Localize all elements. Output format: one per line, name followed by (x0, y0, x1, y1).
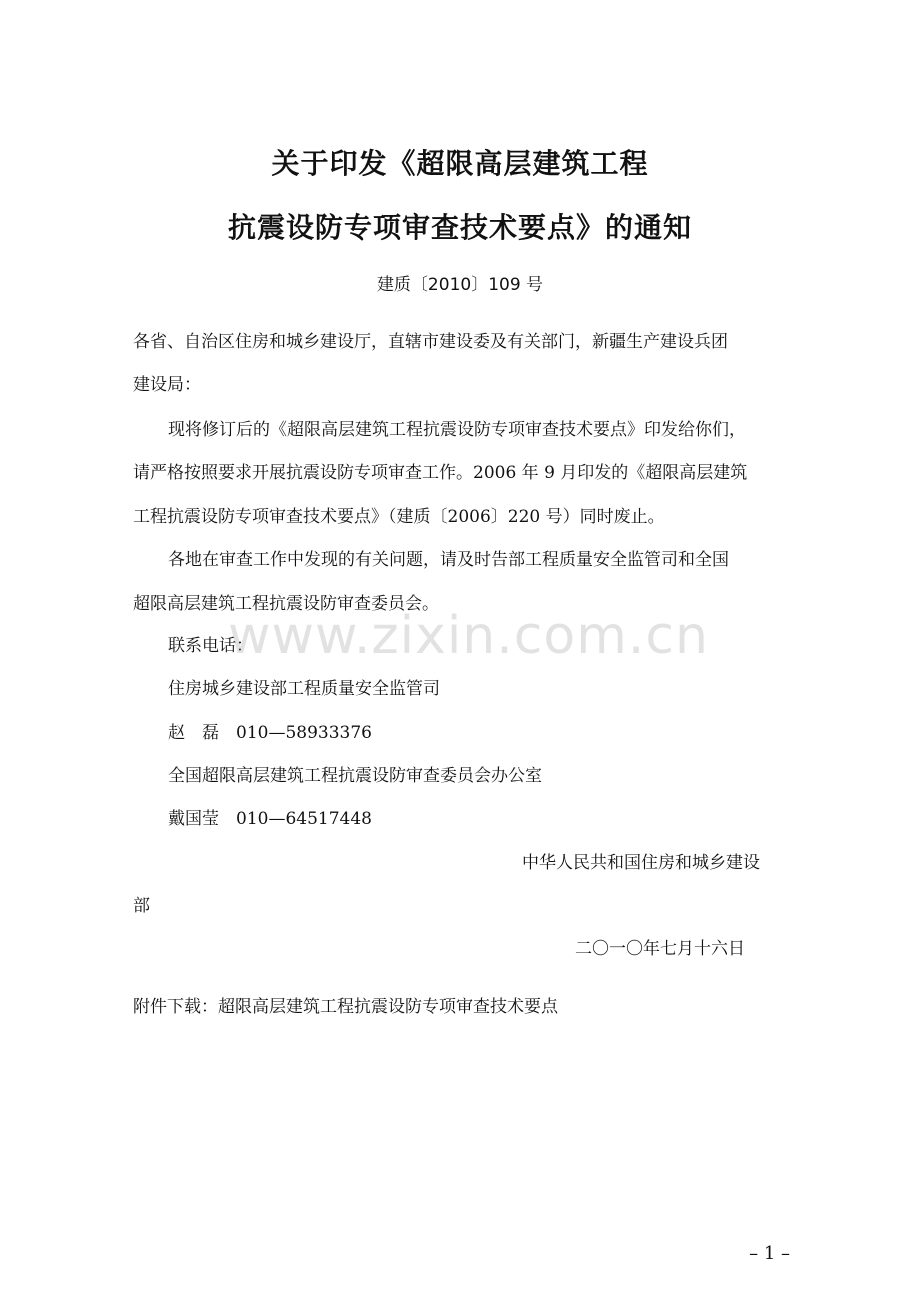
document-title-line-2: 抗震设防专项审查技术要点》的通知 (227, 211, 692, 244)
document-number: 建质〔2010〕109 号 (376, 275, 544, 295)
contact-person-2: 戴国莹 010—64517448 (168, 809, 372, 829)
issuer-line-1: 中华人民共和国住房和城乡建设 (522, 853, 760, 873)
paragraph-2-line-2: 超限高层建筑工程抗震设防审查委员会。 (133, 594, 439, 614)
addressee-line-1: 各省、自治区住房和城乡建设厅，直辖市建设委及有关部门，新疆生产建设兵团 (133, 332, 728, 352)
watermark: www.zixin.com.cn (228, 606, 709, 666)
attachment-download-link[interactable]: 超限高层建筑工程抗震设防专项审查技术要点 (218, 997, 558, 1017)
contact-label: 联系电话： (168, 636, 253, 656)
paragraph-2-line-1: 各地在审查工作中发现的有关问题，请及时告部工程质量安全监管司和全国 (168, 550, 729, 570)
contact-department-1: 住房城乡建设部工程质量安全监管司 (168, 679, 440, 699)
document-title-line-1: 关于印发《超限高层建筑工程 (271, 147, 649, 180)
issuer-line-2: 部 (133, 896, 150, 916)
issue-date: 二〇一〇年七月十六日 (575, 939, 745, 959)
attachment-row (133, 995, 558, 1019)
page-number: – 1 – (749, 1243, 790, 1264)
paragraph-1-line-1: 现将修订后的《超限高层建筑工程抗震设防专项审查技术要点》印发给你们， (168, 420, 746, 440)
paragraph-1-line-3: 工程抗震设防专项审查技术要点》（建质〔2006〕220 号）同时废止。 (133, 507, 665, 527)
attachment-label: 附件下载： (133, 997, 218, 1017)
contact-department-2: 全国超限高层建筑工程抗震设防审查委员会办公室 (168, 766, 542, 786)
contact-person-1: 赵 磊 010—58933376 (168, 723, 372, 743)
paragraph-1-line-2: 请严格按照要求开展抗震设防专项审查工作。2006 年 9 月印发的《超限高层建筑 (133, 463, 748, 483)
addressee-line-2: 建设局： (133, 375, 201, 395)
